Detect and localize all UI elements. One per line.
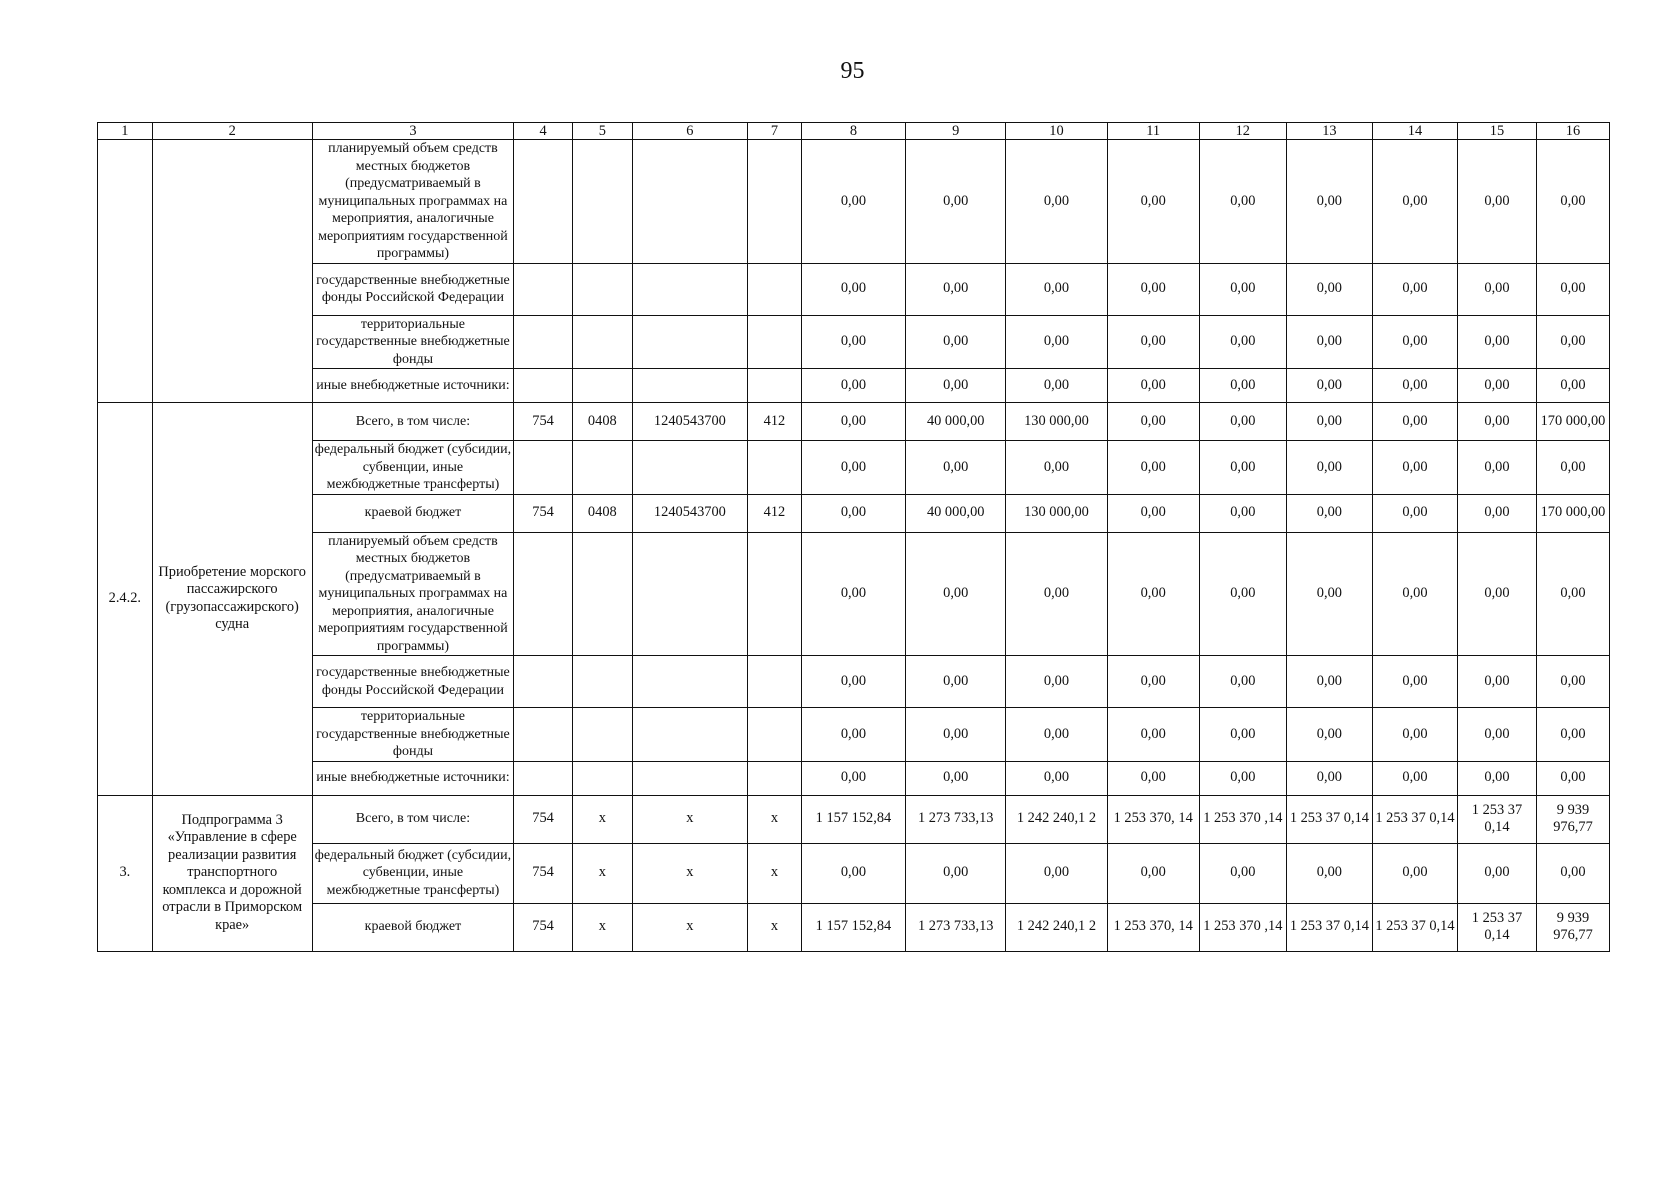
code-c6: x: [632, 795, 747, 843]
amount-cell: 0,00: [1536, 441, 1609, 495]
amount-cell: 0,00: [1006, 708, 1107, 762]
amount-cell: 0,00: [801, 403, 905, 441]
table-row: [98, 532, 1610, 656]
amount-cell: 40 000,00: [906, 494, 1006, 532]
amount-cell: 0,00: [906, 843, 1006, 903]
code-c6: x: [632, 843, 747, 903]
code-c6: x: [632, 903, 747, 951]
amount-cell: 0,00: [1372, 403, 1457, 441]
column-number: 5: [572, 123, 632, 140]
amount-cell: 0,00: [1286, 494, 1372, 532]
code-c6: [632, 441, 747, 495]
amount-cell: 0,00: [1372, 263, 1457, 315]
table-row: [98, 761, 1610, 795]
code-c4: 754: [514, 843, 573, 903]
code-c4: 754: [514, 903, 573, 951]
funding-source: планируемый объем средств местных бюджетов (предусматриваемый в муниципальных программах на мероприятия, аналогичные мероприятиям государственной программы): [312, 140, 514, 264]
row-number: 3.: [98, 795, 153, 951]
amount-cell: 0,00: [1458, 532, 1537, 656]
code-c7: x: [748, 795, 802, 843]
code-c4: [514, 656, 573, 708]
code-c6: [632, 369, 747, 403]
amount-cell: 0,00: [1107, 263, 1199, 315]
amount-cell: 0,00: [801, 315, 905, 369]
amount-cell: 0,00: [1107, 140, 1199, 264]
amount-cell: 0,00: [1006, 843, 1107, 903]
amount-cell: 0,00: [1458, 263, 1537, 315]
code-c4: 754: [514, 795, 573, 843]
code-c7: [748, 140, 802, 264]
amount-cell: 0,00: [1536, 843, 1609, 903]
amount-cell: 0,00: [1199, 761, 1286, 795]
funding-source: краевой бюджет: [312, 494, 514, 532]
amount-cell: 0,00: [1286, 656, 1372, 708]
amount-cell: 0,00: [1107, 843, 1199, 903]
funding-source: Всего, в том числе:: [312, 795, 514, 843]
amount-cell: 0,00: [1536, 315, 1609, 369]
amount-cell: 0,00: [1372, 708, 1457, 762]
funding-source: иные внебюджетные источники:: [312, 369, 514, 403]
amount-cell: 0,00: [1286, 532, 1372, 656]
code-c4: [514, 140, 573, 264]
amount-cell: 0,00: [906, 532, 1006, 656]
budget-table: [97, 122, 1610, 952]
table-row: [98, 263, 1610, 315]
table-row: [98, 494, 1610, 532]
column-number: 16: [1536, 123, 1609, 140]
amount-cell: 0,00: [1536, 532, 1609, 656]
amount-cell: 0,00: [1286, 263, 1372, 315]
amount-cell: 0,00: [906, 656, 1006, 708]
amount-cell: 0,00: [801, 263, 905, 315]
amount-cell: 0,00: [1199, 140, 1286, 264]
code-c6: [632, 315, 747, 369]
amount-cell: 0,00: [801, 843, 905, 903]
amount-cell: 0,00: [1458, 315, 1537, 369]
funding-source: планируемый объем средств местных бюджетов (предусматриваемый в муниципальных программах на мероприятия, аналогичные мероприятиям государственной программы): [312, 532, 514, 656]
amount-cell: 1 253 37 0,14: [1286, 795, 1372, 843]
amount-cell: 0,00: [1199, 441, 1286, 495]
table-row: [98, 315, 1610, 369]
code-c4: [514, 708, 573, 762]
amount-cell: 0,00: [1006, 369, 1107, 403]
amount-cell: 40 000,00: [906, 403, 1006, 441]
column-number-row: [98, 123, 1610, 140]
code-c7: [748, 441, 802, 495]
table-row: [98, 843, 1610, 903]
amount-cell: 0,00: [1199, 369, 1286, 403]
amount-cell: 0,00: [1286, 315, 1372, 369]
table-row: [98, 656, 1610, 708]
amount-cell: 0,00: [1107, 532, 1199, 656]
code-c5: x: [572, 903, 632, 951]
amount-cell: 0,00: [906, 708, 1006, 762]
column-number: 13: [1286, 123, 1372, 140]
amount-cell: 0,00: [801, 140, 905, 264]
activity-name: [152, 140, 312, 403]
amount-cell: 0,00: [1458, 761, 1537, 795]
amount-cell: 0,00: [801, 441, 905, 495]
amount-cell: 0,00: [1372, 369, 1457, 403]
amount-cell: 0,00: [1372, 843, 1457, 903]
column-number: 12: [1199, 123, 1286, 140]
amount-cell: 0,00: [1107, 315, 1199, 369]
code-c5: [572, 656, 632, 708]
code-c5: [572, 761, 632, 795]
amount-cell: 0,00: [1199, 494, 1286, 532]
code-c4: [514, 761, 573, 795]
amount-cell: 0,00: [1107, 708, 1199, 762]
amount-cell: 0,00: [1199, 315, 1286, 369]
amount-cell: 0,00: [1006, 761, 1107, 795]
code-c5: x: [572, 795, 632, 843]
code-c7: [748, 532, 802, 656]
amount-cell: 0,00: [906, 315, 1006, 369]
amount-cell: 0,00: [1372, 656, 1457, 708]
code-c5: [572, 315, 632, 369]
amount-cell: 0,00: [1286, 708, 1372, 762]
amount-cell: 1 253 37 0,14: [1372, 903, 1457, 951]
code-c5: [572, 263, 632, 315]
activity-name: Подпрограмма 3 «Управление в сфере реализации развития транспортного комплекса и дорожной отрасли в Приморском крае»: [152, 795, 312, 951]
code-c6: 1240543700: [632, 494, 747, 532]
code-c6: [632, 263, 747, 315]
funding-source: государственные внебюджетные фонды Российской Федерации: [312, 263, 514, 315]
amount-cell: 0,00: [906, 140, 1006, 264]
amount-cell: 0,00: [1372, 494, 1457, 532]
amount-cell: 9 939 976,77: [1536, 903, 1609, 951]
amount-cell: 1 253 37 0,14: [1458, 795, 1537, 843]
code-c5: [572, 441, 632, 495]
amount-cell: 0,00: [1372, 761, 1457, 795]
row-number: 2.4.2.: [98, 403, 153, 796]
funding-source: государственные внебюджетные фонды Российской Федерации: [312, 656, 514, 708]
column-number: 11: [1107, 123, 1199, 140]
amount-cell: 0,00: [1286, 369, 1372, 403]
amount-cell: 0,00: [801, 532, 905, 656]
amount-cell: 0,00: [1199, 403, 1286, 441]
amount-cell: 1 253 370 ,14: [1199, 903, 1286, 951]
amount-cell: 1 273 733,13: [906, 795, 1006, 843]
funding-source: Всего, в том числе:: [312, 403, 514, 441]
amount-cell: 0,00: [1458, 494, 1537, 532]
amount-cell: 0,00: [1107, 369, 1199, 403]
amount-cell: 0,00: [1006, 140, 1107, 264]
code-c4: [514, 315, 573, 369]
amount-cell: 0,00: [906, 761, 1006, 795]
table-row: [98, 140, 1610, 264]
funding-source: краевой бюджет: [312, 903, 514, 951]
column-number: 7: [748, 123, 802, 140]
amount-cell: 9 939 976,77: [1536, 795, 1609, 843]
amount-cell: 0,00: [1286, 843, 1372, 903]
amount-cell: 170 000,00: [1536, 494, 1609, 532]
amount-cell: 0,00: [801, 708, 905, 762]
code-c7: [748, 656, 802, 708]
amount-cell: 0,00: [1286, 403, 1372, 441]
funding-source: территориальные государственные внебюджетные фонды: [312, 315, 514, 369]
column-number: 2: [152, 123, 312, 140]
amount-cell: 0,00: [1107, 441, 1199, 495]
amount-cell: 0,00: [1199, 263, 1286, 315]
amount-cell: 0,00: [1006, 315, 1107, 369]
amount-cell: 0,00: [1107, 656, 1199, 708]
amount-cell: 0,00: [906, 263, 1006, 315]
amount-cell: 0,00: [1372, 532, 1457, 656]
amount-cell: 0,00: [1458, 140, 1537, 264]
code-c4: 754: [514, 403, 573, 441]
code-c7: [748, 369, 802, 403]
code-c6: 1240543700: [632, 403, 747, 441]
amount-cell: 1 253 37 0,14: [1372, 795, 1457, 843]
amount-cell: 0,00: [1199, 656, 1286, 708]
amount-cell: 0,00: [1199, 843, 1286, 903]
funding-source: федеральный бюджет (субсидии, субвенции, иные межбюджетные трансферты): [312, 441, 514, 495]
amount-cell: 0,00: [1199, 708, 1286, 762]
funding-source: территориальные государственные внебюджетные фонды: [312, 708, 514, 762]
code-c5: 0408: [572, 494, 632, 532]
code-c4: [514, 532, 573, 656]
code-c6: [632, 708, 747, 762]
amount-cell: 0,00: [1372, 441, 1457, 495]
amount-cell: 0,00: [1458, 708, 1537, 762]
amount-cell: 1 157 152,84: [801, 903, 905, 951]
code-c7: x: [748, 903, 802, 951]
code-c5: 0408: [572, 403, 632, 441]
code-c7: [748, 761, 802, 795]
amount-cell: 0,00: [1536, 656, 1609, 708]
amount-cell: 1 242 240,1 2: [1006, 903, 1107, 951]
code-c7: [748, 315, 802, 369]
column-number: 6: [632, 123, 747, 140]
code-c6: [632, 140, 747, 264]
amount-cell: 0,00: [801, 494, 905, 532]
column-number: 15: [1458, 123, 1537, 140]
code-c4: [514, 369, 573, 403]
column-number: 10: [1006, 123, 1107, 140]
code-c6: [632, 761, 747, 795]
amount-cell: 1 253 37 0,14: [1286, 903, 1372, 951]
amount-cell: 0,00: [1372, 140, 1457, 264]
amount-cell: 0,00: [1458, 843, 1537, 903]
amount-cell: 1 157 152,84: [801, 795, 905, 843]
table-row: [98, 795, 1610, 843]
amount-cell: 0,00: [1107, 403, 1199, 441]
amount-cell: 0,00: [801, 761, 905, 795]
table-row: [98, 903, 1610, 951]
column-number: 3: [312, 123, 514, 140]
amount-cell: 1 253 37 0,14: [1458, 903, 1537, 951]
table-row: [98, 403, 1610, 441]
table-row: [98, 441, 1610, 495]
amount-cell: 0,00: [801, 369, 905, 403]
amount-cell: 0,00: [801, 656, 905, 708]
amount-cell: 0,00: [1286, 761, 1372, 795]
funding-source: федеральный бюджет (субсидии, субвенции, иные межбюджетные трансферты): [312, 843, 514, 903]
amount-cell: 0,00: [1199, 532, 1286, 656]
amount-cell: 0,00: [1286, 441, 1372, 495]
amount-cell: 1 253 370, 14: [1107, 795, 1199, 843]
amount-cell: 0,00: [1458, 656, 1537, 708]
amount-cell: 130 000,00: [1006, 403, 1107, 441]
amount-cell: 0,00: [1536, 708, 1609, 762]
amount-cell: 1 242 240,1 2: [1006, 795, 1107, 843]
amount-cell: 0,00: [1006, 532, 1107, 656]
amount-cell: 0,00: [1107, 494, 1199, 532]
activity-name: Приобретение морского пассажирского (грузопассажирского) судна: [152, 403, 312, 796]
column-number: 4: [514, 123, 573, 140]
code-c4: 754: [514, 494, 573, 532]
amount-cell: 0,00: [1006, 263, 1107, 315]
code-c5: [572, 369, 632, 403]
amount-cell: 0,00: [1536, 263, 1609, 315]
row-number: [98, 140, 153, 403]
funding-source: иные внебюджетные источники:: [312, 761, 514, 795]
amount-cell: 130 000,00: [1006, 494, 1107, 532]
code-c7: [748, 708, 802, 762]
amount-cell: 0,00: [1006, 441, 1107, 495]
code-c6: [632, 532, 747, 656]
amount-cell: 1 253 370 ,14: [1199, 795, 1286, 843]
code-c7: [748, 263, 802, 315]
amount-cell: 1 253 370, 14: [1107, 903, 1199, 951]
column-number: 14: [1372, 123, 1457, 140]
amount-cell: 0,00: [1372, 315, 1457, 369]
amount-cell: 0,00: [1458, 369, 1537, 403]
amount-cell: 0,00: [906, 369, 1006, 403]
code-c7: 412: [748, 403, 802, 441]
amount-cell: 0,00: [1536, 140, 1609, 264]
amount-cell: 0,00: [1536, 761, 1609, 795]
page-number: 95: [840, 58, 865, 84]
column-number: 1: [98, 123, 153, 140]
code-c4: [514, 441, 573, 495]
code-c5: x: [572, 843, 632, 903]
table-row: [98, 369, 1610, 403]
code-c7: x: [748, 843, 802, 903]
column-number: 8: [801, 123, 905, 140]
code-c7: 412: [748, 494, 802, 532]
table-row: [98, 708, 1610, 762]
amount-cell: 170 000,00: [1536, 403, 1609, 441]
amount-cell: 0,00: [1006, 656, 1107, 708]
amount-cell: 1 273 733,13: [906, 903, 1006, 951]
code-c4: [514, 263, 573, 315]
column-number: 9: [906, 123, 1006, 140]
amount-cell: 0,00: [1536, 369, 1609, 403]
code-c6: [632, 656, 747, 708]
amount-cell: 0,00: [1458, 403, 1537, 441]
code-c5: [572, 708, 632, 762]
amount-cell: 0,00: [1107, 761, 1199, 795]
code-c5: [572, 532, 632, 656]
amount-cell: 0,00: [906, 441, 1006, 495]
amount-cell: 0,00: [1458, 441, 1537, 495]
amount-cell: 0,00: [1286, 140, 1372, 264]
code-c5: [572, 140, 632, 264]
